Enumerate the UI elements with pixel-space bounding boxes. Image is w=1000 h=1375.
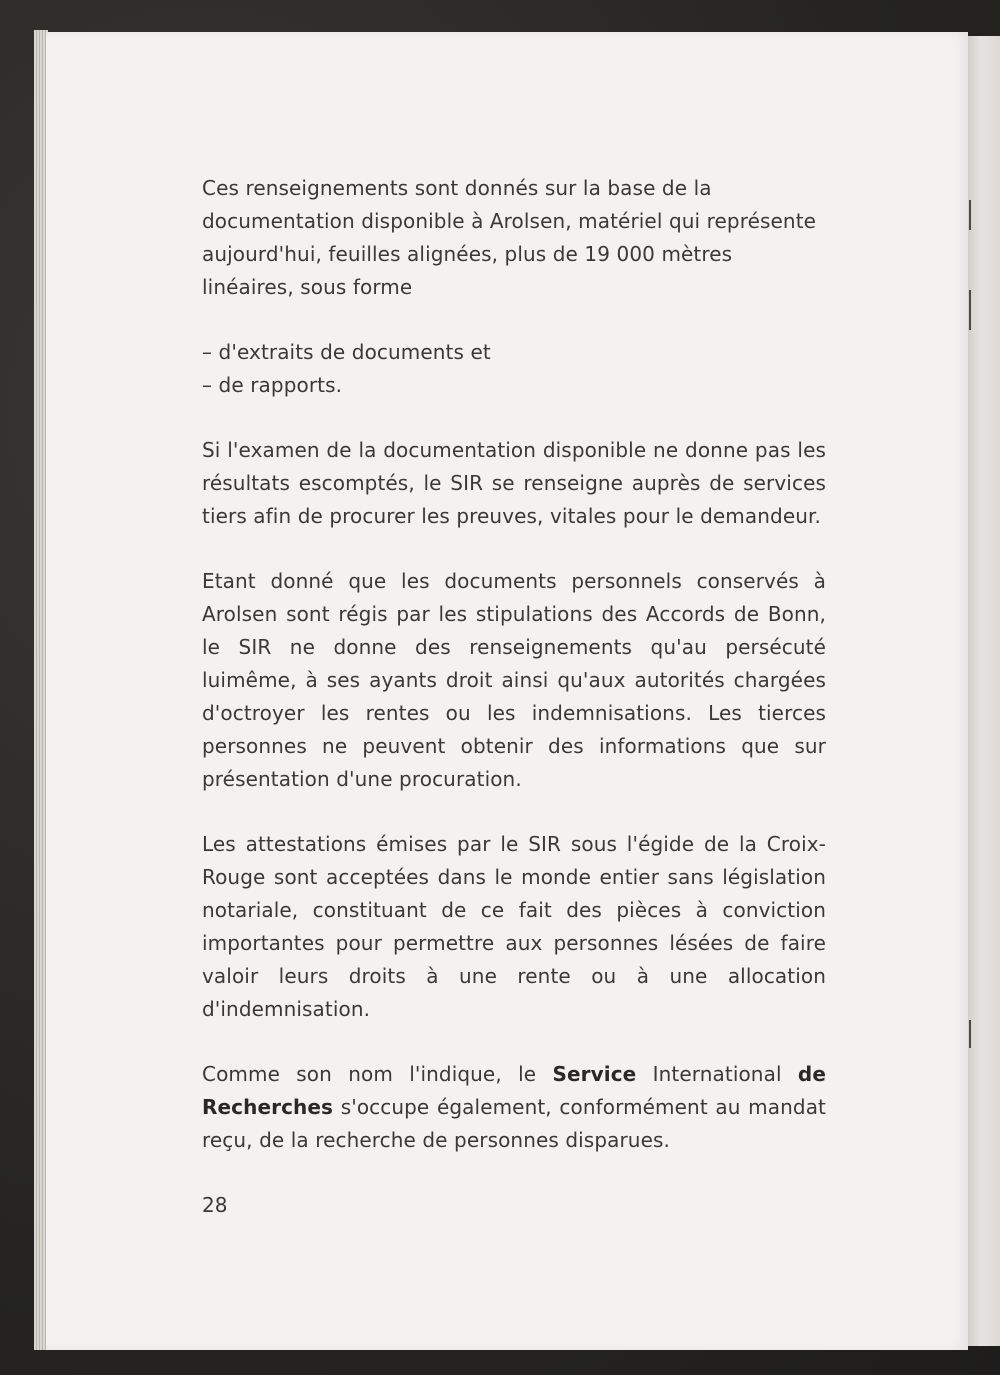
gutter-mark xyxy=(969,1020,971,1048)
bullet-list xyxy=(202,336,826,402)
paragraph-attestations: Les attestations émises par le SIR sous l'égide de la Croix-Rouge sont acceptées dans le monde entier sans législation notariale, constituant de ce fait des pièces à conviction importantes pour permettre aux personnes lésées de faire valoir leurs droits à une rente ou à une allocation d'indemnisation. xyxy=(202,832,826,1021)
text-run: s'occupe également, conformément au mandat reçu, de la recherche de personnes disparues. xyxy=(202,1095,826,1152)
bold-text: de Recherches xyxy=(202,1062,826,1119)
paragraph-recherche xyxy=(202,1058,826,1157)
document-body xyxy=(202,172,826,1189)
gutter-mark xyxy=(969,200,971,230)
list-item: – de rapports. xyxy=(202,373,343,397)
text-run: International xyxy=(636,1062,798,1086)
bold-text: Service xyxy=(552,1062,637,1086)
paragraph-documentation: Ces renseignements sont donnés sur la base de la documentation disponible à Arolsen, matériel qui représente aujourd'hui, feuilles alignées, plus de 19 000 mètres linéaires, sous forme xyxy=(202,176,817,299)
paragraph-accords-de-bonn: Etant donné que les documents personnels conservés à Arolsen sont régis par les stipulations des Accords de Bonn, le SIR ne donne des renseignements qu'au persécuté luimême, à ses ayants droit ainsi qu'aux autorités chargées d'octroyer les rentes ou les indemnisations. Les tierces personnes ne peuvent obtenir des informations que sur présentation d'une procuration. xyxy=(202,569,826,791)
paragraph-services-tiers: Si l'examen de la documentation disponible ne donne pas les résultats escomptés, le SIR se renseigne auprès de services tiers afin de procurer les preuves, vitales pour le demandeur. xyxy=(202,438,826,528)
text-run: Comme son nom l'indique, le xyxy=(202,1062,553,1086)
list-item: – d'extraits de documents et xyxy=(202,340,491,364)
gutter-mark xyxy=(969,290,971,330)
page-number: 28 xyxy=(202,1193,228,1217)
facing-page-edge xyxy=(968,36,1000,1346)
